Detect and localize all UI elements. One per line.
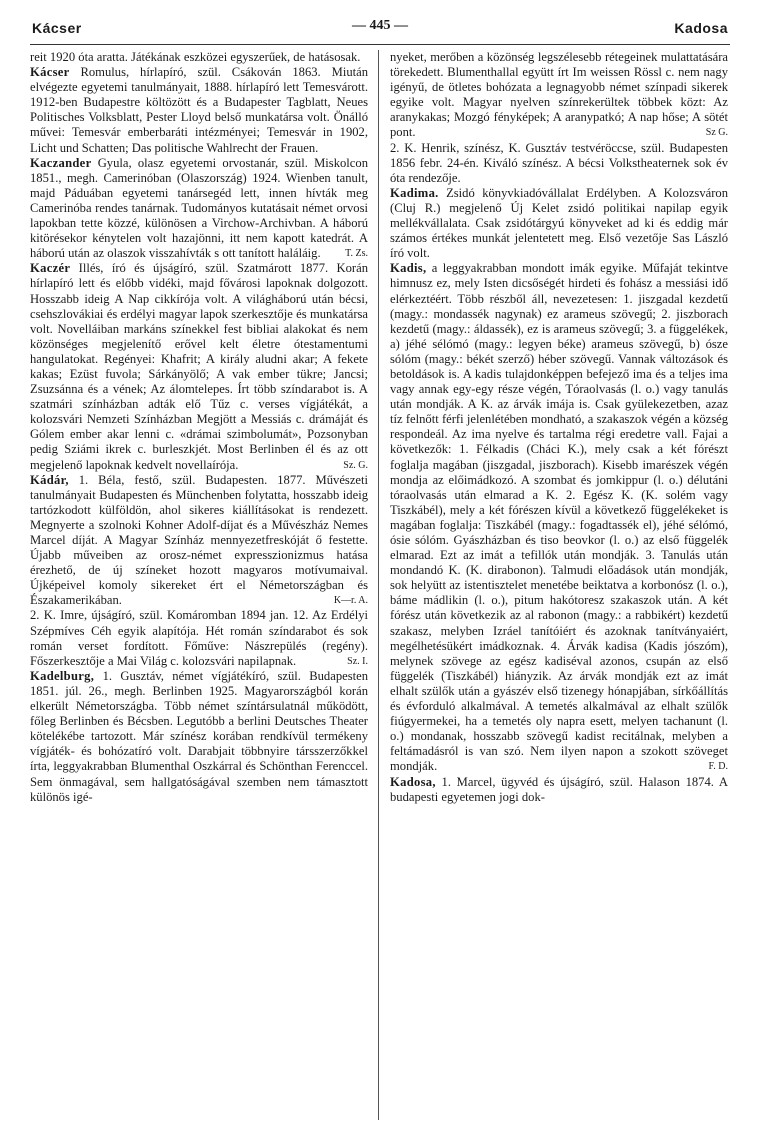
- dictionary-page: [30, 14, 730, 1124]
- entry-text: nyeket, merőben a közönség legszélesebb rétegeinek mulattatására törekedett. Blumenthallal együtt írt Im weissen Rössl c. nem nagy igényű, de ötletes bohózata a legnagyobb német színpadi sikerek egyike volt. Magyar nyelven színrekerültek többek közt: Az aranykakas; Mozgó fényképek; A aranypatkó; A nap hőse; A sötét pont.: [390, 50, 728, 140]
- dictionary-entry: [30, 669, 368, 805]
- right-column: [390, 50, 728, 1120]
- dictionary-entry: [30, 65, 368, 156]
- text-columns: [30, 50, 730, 1120]
- entry-headword: Kaczander: [30, 155, 92, 170]
- entry-text: 1. Béla, festő, szül. Budapesten. 1877. Művészeti tanulmányait Budapesten és Münchenben folytatta, hosszabb ideig tartózkodott külföldön, ahol sikeres kiállításokat is rendezett. Megnyerte a szolnoki Kohner Adolf-díjat és a Művészház Nemes Marcel díját. A Magyar Színház mennyezetfreskóját ő festette. Újabb műveiben az orosz-német expresszionizmus hatása érezhető, de új színeket hozott magyaros motívumaival. Újképeivel komoly sikereket ért el Németországban és Északamerikában.: [30, 472, 368, 608]
- dictionary-entry: [390, 186, 728, 261]
- author-signature: T. Zs.: [345, 248, 368, 260]
- entry-headword: Kadosa,: [390, 774, 436, 789]
- author-signature: Sz G.: [705, 127, 728, 139]
- entry-headword: Kácser: [30, 65, 70, 80]
- entry-text: Zsidó könyvkiadóvállalat Erdélyben. A Kolozsváron (Cluj R.) megjelenő Új Kelet zsidó politikai napilap egyik mellékvállalata. Csak zsidótárgyú könyveket ad ki és eddig már számos értékes munkát jelentetett meg. Első vezetője Sas László író volt.: [390, 185, 728, 261]
- running-head-right: Kadosa: [674, 20, 728, 36]
- entry-text: Gyula, olasz egyetemi orvostanár, szül. Miskolcon 1851., megh. Camerinóban (Olaszország) 1924. Wienben tanult, majd Páduában egyetemi tanársegéd lett, innen hívták meg Camerinóba rendes tanárnak. Tudományos kutatásait német orvosi lapokban tette közzé, különösen a Virchow-Archivban. A háború kitörésekor kénytelen volt hazajönni, itt nem kapott katedrát. A háború után az olaszok visszahívták s ott tanított haláláig.: [30, 155, 368, 261]
- entry-text: 1. Marcel, ügyvéd és újságíró, szül. Halason 1874. A budapesti egyetemen jogi dok-: [390, 774, 728, 804]
- running-head-left: Kácser: [32, 20, 82, 36]
- entry-continuation: [30, 50, 368, 65]
- entry-continuation: [390, 141, 728, 186]
- page-number: — 445 —: [352, 18, 408, 33]
- entry-text: reit 1920 óta aratta. Játékának eszközei egyszerűek, de hatásosak.: [30, 50, 361, 64]
- entry-text: 2. K. Henrik, színész, K. Gusztáv testvéröccse, szül. Budapesten 1856 febr. 24-én. Kiváló színész. A bécsi Volkstheaternek sok év óta rendezője.: [390, 140, 728, 185]
- page-header: [30, 14, 730, 45]
- entry-continuation: [390, 50, 728, 141]
- dictionary-entry: [390, 775, 728, 805]
- entry-text: 1. Gusztáv, német vígjátékíró, szül. Budapesten 1851. júl. 26., megh. Berlinben 1925. Magyarországból korán elkerült Németországba. Több német színtársulatnál működött, főleg Berlinben és Bécsben. Legutóbb a berlini Deutsches Theater kötelékébe tartozott. Már színész korában rendkívül termékeny vígjáték- és bohózatíró volt. Darabjait többnyire társszerzőkkel írta, leggyakrabban Blumenthal Oszkárral és Schönthan Ferenccel. Sem önmagával, sem hallgatóságával szemben nem támasztott különös igé-: [30, 668, 368, 804]
- entry-text: Romulus, hírlapíró, szül. Csákován 1863. Miután elvégezte egyetemi tanulmányait, 1888. hírlapíró lett Temesvárott. 1912-ben Budapestre költözött és a Budapester Tagblatt, Neues Politisches Volksblatt, Pester Lloyd belső munkatársa volt. Önálló művei: Temesvár emberbaráti intézményei; Temesvár in 1902, Licht und Schatten; Das politische Wahlrecht der Frauen.: [30, 65, 368, 155]
- entry-text: a leggyakrabban mondott imák egyike. Műfaját tekintve himnusz ez, mely Isten dicsőségét hirdeti és fohász a messiási idő elérkeztéért. Több részből áll, nevezetesen: 1. jiszgadal kezdetű (magy.: mondassék nagynak) ez arameus szövegű; 2. jiszborach kezdetű (magy.: áldassék), ez is arameus szövegű; 3. a függelékek, a) jéhé sélómó (magy.: legyen béke) arameus szövegű, b) ósze sólóm (magy.: békét szerző) héber szövegű. Vannak változások és betoldások is. A kadis tulajdonképpen befejező ima és a teljes ima vagy annak egy-egy része végén, Tóraolvasás (l. o.) vagy tanulás után mondják. A K. az árvák imája is. Csak gyülekezetben, azaz tíz felnőtt férfi jelenlétében mondható, a szakaszok végén a község respondeál. Az ima nyelve és tartalma régi eredetre vall. Fajai a következők: 1. Félkadis (Cháci K.), mely csak a két fórészt foglalja magában (jiszgadal, jiszborach). Kisebb imarészek végén mondja az előimádkozó. A szombat és jomkippur (l. o.) délutáni tóraolvasás után elmarad a K. 2. Egész K. (K. solém vagy Tiszkábél), mely a két fórészen kívül a következő függelékeket is magában foglalja: Tiszkábél (magy.: fogadtassék el), jéhé sélómó, ósie sólóm. Gyászházban és tiso beovkor (l. o.) az első függelék elmarad. Ezt az imát a tefillók után mondják. 3. Tanulás után mondandó K. (K. dirabonon). Talmudi előadások után mondják, sok helyütt az istentisztelet menetébe beiktatva a korbonósz (l. o.), báme mádlikin (l. o.), pitum hakótoresz szakaszok után. A két fórész után következik az al rabonon (magy.: a rabbikért) kezdetű szakasz, melyben Izráel tanítóiért és azoknak tanítványaiért, megélhetésükért imádkoznak. 4. Árvák kadisa (Kadis jószóm), melynek szövege az egész kadiséval azonos, csupán az első függelék (Tiszkábél) hiányzik. Az árvák mondják ezt az imát elhalt szülők után a gyászév első tizenegy hónapjában, sírkőállítás és évforduló alkalmával. A temetés alkalmával az elhalt szülők fiúgyermekei, ha a temetés oly napra esett, melyen tachanunt (l. o.) mondanak, hosszabb szövegű kadist recitálnak, melyben a feltámadásról is van szó. Nem ilyen napon a szokott szöveget mondják.: [390, 261, 728, 774]
- author-signature: K—r. A.: [333, 595, 368, 607]
- dictionary-entry: [390, 261, 728, 774]
- entry-text: 2. K. Imre, újságíró, szül. Komáromban 1894 jan. 12. Az Erdélyi Szépmíves Céh egyik alapítója. Hét román színdarabot és sok román verset fordított. Főműve: Nászrepülés (regény). Főszerkesztője a Mai Világ c. kolozsvári napilapnak.: [30, 608, 368, 668]
- entry-continuation: [30, 608, 368, 668]
- entry-headword: Kádár,: [30, 472, 69, 487]
- dictionary-entry: [30, 261, 368, 472]
- entry-text: Illés, író és újságíró, szül. Szatmárott 1877. Korán hírlapíró lett és előbb vidéki, majd fővárosi lapoknak dolgozott. Hosszabb ideig A Nap cikkírója volt. A világháború után bécsi, csehszlovákiai és erdélyi magyar lapok szerkesztője és munkatársa volt. Novelláiban markáns színekkel fest bibliai alakokat és nem közönséges megjelenítő erővel kelt életre ótestamentumi hangulatokat. Regényei: Khafrit; A király aludni akar; A fekete kakas; Ezüst fuvola; Sárkányölő; A vak ember tükre; Jancsi; Zsuzsánna és a vének; Az álomtelepes. Írt több színdarabot is. A szatmári színházban adták elő Tűz c. verses vígjátékát, a kolozsvári Nemzeti Színházban Megjött a Messiás c. drámáját és Gólem ember akar lenni c. «drámai szimbolumát», Pozsonyban pedig Sziámi ikrek c. burleszkjét. Most Berlinben él és az ott megjelenő lapoknak kedvelt novellaírója.: [30, 261, 368, 472]
- dictionary-entry: [30, 473, 368, 609]
- entry-headword: Kadelburg,: [30, 668, 95, 683]
- author-signature: Sz. G.: [343, 459, 368, 471]
- dictionary-entry: [30, 156, 368, 262]
- column-divider: [378, 50, 379, 1120]
- author-signature: F. D.: [708, 761, 728, 773]
- left-column: [30, 50, 368, 1120]
- entry-headword: Kadis,: [390, 261, 427, 276]
- entry-headword: Kaczér: [30, 261, 71, 276]
- entry-headword: Kadima.: [390, 185, 439, 200]
- author-signature: Sz. I.: [347, 655, 368, 667]
